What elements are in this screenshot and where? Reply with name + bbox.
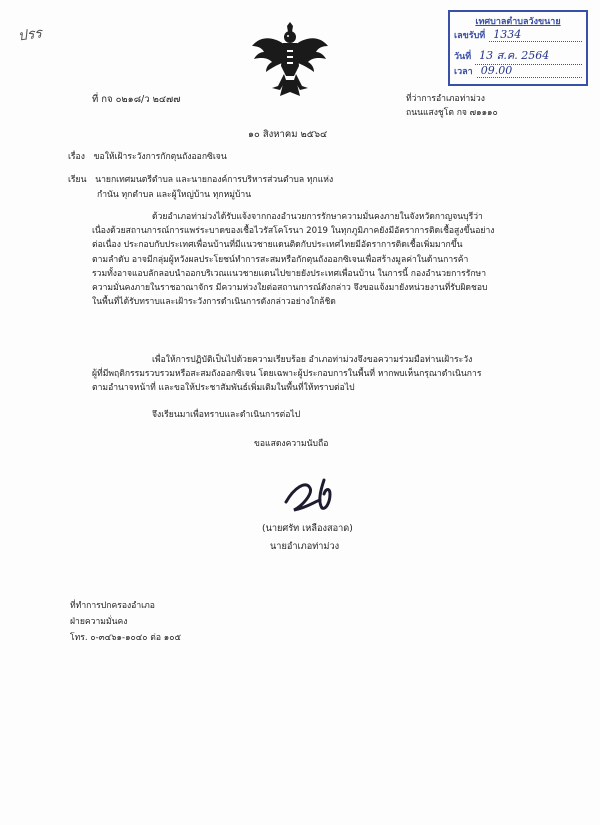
- footer-department: ฝ่ายความมั่นคง: [70, 617, 128, 627]
- office-address-line2: ถนนแสงชูโต กจ ๗๑๑๑๐: [406, 108, 498, 118]
- paragraph-1-line: รวมทั้งอาจแอบลักลอบนำออกบริเวณแนวชายแดนไปขายยังประเทศเพื่อนบ้าน ในการนี้ กองอำนวยการรักษา: [92, 268, 487, 279]
- paragraph-1-line: ต่อเนื่อง ประกอบกับประเทศเพื่อนบ้านที่มีแนวชายแดนติดกับประเทศไทยมีอัตราการติดเชื้อเพิ่มมากขึ้น: [92, 240, 463, 251]
- receipt-date-label: วันที่: [454, 52, 472, 62]
- recipient-line2: กำนัน ทุกตำบล และผู้ใหญ่บ้าน ทุกหมู่บ้าน: [97, 190, 252, 200]
- paragraph-1-line: ในพื้นที่ได้รับทราบและเฝ้าระวังการดำเนินการดังกล่าวอย่างใกล้ชิด: [92, 297, 336, 308]
- paragraph-1-line: เนื่องด้วยสถานการณ์การแพร่ระบาดของเชื้อไวรัสโคโรนา 2019 ในทุกภูมิภาคยังมีอัตราการติดเชื้อสูงขึ้นอย่าง: [92, 226, 495, 237]
- office-address: [406, 92, 498, 120]
- signer-position: นายอำเภอท่าม่วง: [270, 541, 340, 552]
- receipt-time-value: 09.00: [477, 64, 582, 78]
- receipt-number-value: 1334: [489, 28, 582, 42]
- margin-note: ปรร: [17, 25, 43, 45]
- paragraph-2-line: เพื่อให้การปฏิบัติเป็นไปด้วยความเรียบร้อย อำเภอท่าม่วงจึงขอความร่วมมือท่านเฝ้าระวัง: [152, 355, 473, 365]
- paragraph-2-line: ผู้ที่มีพฤติกรรมรวบรวมหรือสะสมถังออกซิเจน โดยเฉพาะผู้ประกอบการในพื้นที่ หากพบเห็นกรุณาดำเนินการ: [92, 369, 482, 380]
- body-paragraph-1: [92, 210, 552, 309]
- garuda-emblem-icon: [250, 22, 330, 102]
- signature-icon: [280, 458, 360, 518]
- receipt-stamp: [448, 10, 588, 86]
- subject-line: [68, 150, 227, 164]
- receipt-stamp-title: เทศบาลตำบลวังขนาย: [475, 17, 561, 27]
- receipt-number-label: เลขรับที่: [454, 31, 486, 41]
- office-address-line1: ที่ว่าการอำเภอท่าม่วง: [406, 94, 485, 104]
- footer-contact: [70, 598, 181, 646]
- receipt-time-label: เวลา: [454, 67, 473, 77]
- footer-phone: โทร. ๐-๓๔๖๑-๑๐๔๐ ต่อ ๑๐๕: [70, 633, 181, 643]
- closing-request: จึงเรียนมาเพื่อทราบและดำเนินการต่อไป: [152, 410, 301, 420]
- paragraph-1-line: ด้วยอำเภอท่าม่วงได้รับแจ้งจากกองอำนวยการรักษาความมั่นคงภายในจังหวัดกาญจนบุรีว่า: [152, 212, 483, 222]
- receipt-date-value: 13 ส.ค. 2564: [475, 46, 582, 65]
- document-number: ที่ กจ ๐๒๑๘/ว ๒๔๗๗: [92, 94, 181, 105]
- document-date: ๑๐ สิงหาคม ๒๕๖๔: [248, 129, 328, 140]
- footer-office: ที่ทำการปกครองอำเภอ: [70, 601, 155, 611]
- recipient-line: [68, 173, 333, 187]
- paragraph-2-line: ตามอำนาจหน้าที่ และขอให้ประชาสัมพันธ์เพิ่มเติมในพื้นที่ให้ทราบต่อไป: [92, 383, 355, 394]
- signer-name: (นายศรัท เหลืองสอาด): [262, 523, 353, 534]
- body-paragraph-2: [92, 353, 552, 396]
- salutation: ขอแสดงความนับถือ: [254, 439, 329, 449]
- paragraph-1-line: ความมั่นคงภายในราชอาณาจักร มีความห่วงใยต่อสถานการณ์ดังกล่าว จึงขอแจ้งมายังหน่วยงานที่รับผิดชอบ: [92, 283, 488, 294]
- subject-text: ขอให้เฝ้าระวังการกักตุนถังออกซิเจน: [93, 152, 227, 162]
- paragraph-1-line: ตามลำดับ อาจมีกลุ่มผู้หวังผลประโยชน์ทำการสะสมหรือกักตุนถังออกซิเจนเพื่อสร้างมูลค่าในด้านการค้า: [92, 254, 469, 265]
- recipient-label: เรียน: [68, 175, 87, 185]
- recipient-line1: นายกเทศมนตรีตำบล และนายกองค์การบริหารส่วนตำบล ทุกแห่ง: [95, 175, 334, 185]
- subject-label: เรื่อง: [68, 152, 85, 162]
